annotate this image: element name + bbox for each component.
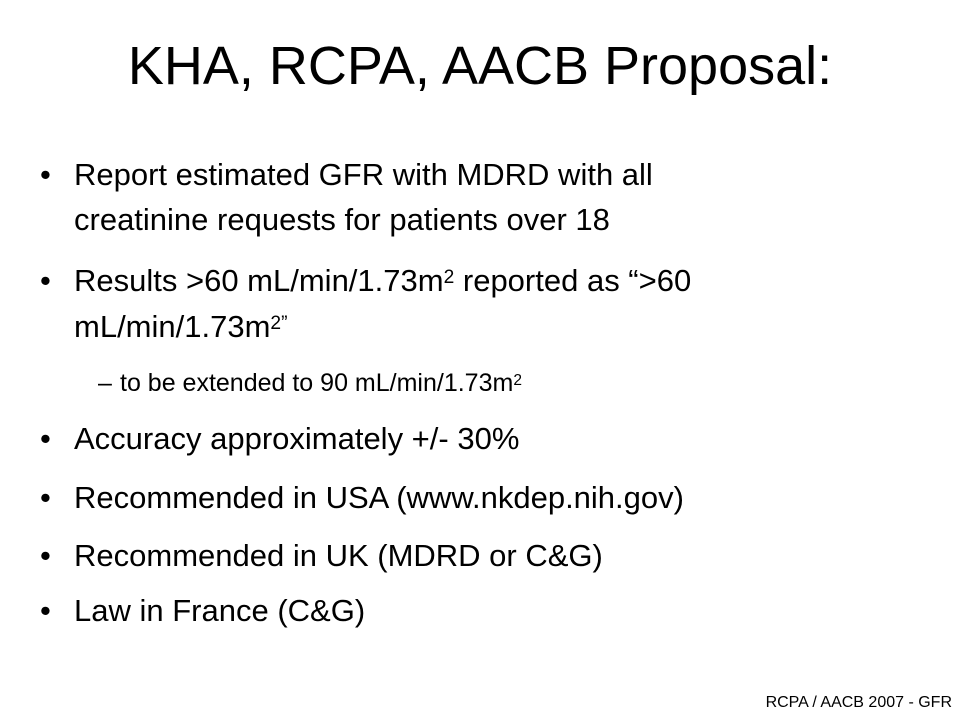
sub-bullet-text: to be extended to 90 mL/min/1.73m — [120, 369, 514, 397]
bullet-icon: • — [40, 157, 51, 192]
bullet-item-results — [40, 260, 692, 302]
superscript: 2 — [270, 313, 282, 335]
bullet-text-part: reported as “>60 — [454, 263, 692, 298]
dash-icon: – — [98, 369, 112, 397]
bullet-text-line: Recommended in UK (MDRD or C&G) — [74, 538, 603, 573]
superscript: 2 — [443, 267, 455, 289]
bullet-text-line: Report estimated GFR with MDRD with all — [74, 157, 653, 192]
bullet-text-part: mL/min/1.73m — [74, 309, 271, 344]
superscript: 2 — [513, 371, 522, 389]
closing-quote: ” — [281, 313, 288, 335]
bullet-text-line: Recommended in USA (www.nkdep.nih.gov) — [74, 480, 684, 515]
bullet-item-report-egfr-cont — [74, 199, 610, 241]
bullet-text-line: Accuracy approximately +/- 30% — [74, 421, 520, 456]
bullet-item-uk — [40, 535, 603, 577]
bullet-item-accuracy — [40, 418, 520, 460]
bullet-text-line: creatinine requests for patients over 18 — [74, 202, 610, 237]
bullet-item-usa — [40, 477, 684, 519]
bullet-icon: • — [40, 480, 51, 515]
bullet-text-part: Results >60 mL/min/1.73m — [74, 263, 444, 298]
sub-bullet-item-extend — [98, 365, 522, 401]
bullet-item-results-cont — [74, 306, 288, 348]
slide-footer: RCPA / AACB 2007 - GFR — [765, 694, 952, 711]
bullet-text-line: Law in France (C&G) — [74, 593, 366, 628]
bullet-icon: • — [40, 593, 51, 628]
slide-title: KHA, RCPA, AACB Proposal: — [127, 36, 833, 96]
bullet-icon: • — [40, 421, 51, 456]
bullet-icon: • — [40, 263, 51, 298]
bullet-icon: • — [40, 538, 51, 573]
bullet-item-report-egfr — [40, 154, 653, 196]
bullet-item-france — [40, 590, 366, 632]
